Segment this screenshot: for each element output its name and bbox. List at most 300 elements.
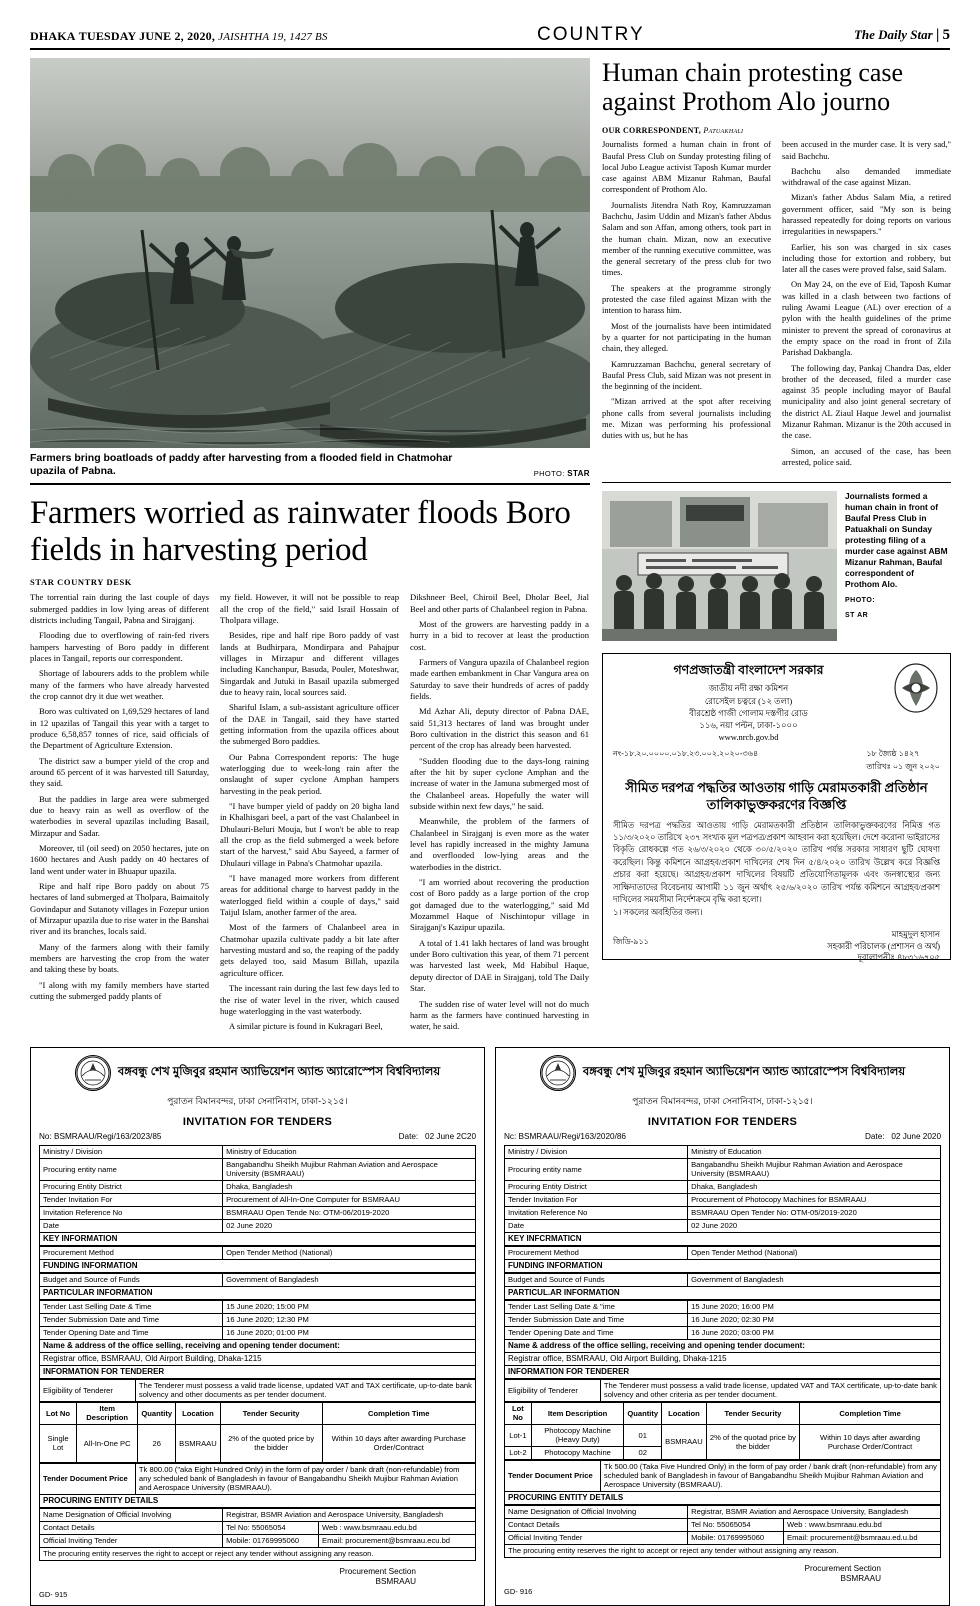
- notice-header-text: [613, 662, 884, 744]
- paragraph: The sudden rise of water level will not do much harm as the farmers have continued harvesting in water, he said.: [410, 998, 589, 1032]
- lead-body-col1: [30, 592, 209, 1036]
- row-value: 16 June 2020; 03:00 PM: [688, 1326, 941, 1339]
- paragraph: The district saw a bumper yield of the crop and around 65 percent of it was harvested till Saturday, they said.: [30, 755, 209, 789]
- row-label: Procurement Method: [505, 1246, 688, 1259]
- row-value: Open Tender Method (National): [223, 1246, 476, 1259]
- row-label: Tender Submission Date and Time: [505, 1313, 688, 1326]
- row-value-b[interactable]: Web : www.bsmraau.edu.bd: [319, 1521, 476, 1534]
- lead-photo-credit-value: STAR: [567, 469, 590, 479]
- government-notice: [602, 653, 951, 963]
- table-header-row: [40, 1402, 476, 1424]
- section-title: COUNTRY: [537, 24, 645, 45]
- paragraph: been accused in the murder case. It is very sad," said Bachchu.: [782, 139, 951, 161]
- row-label: Invitation Reference No: [40, 1206, 223, 1219]
- lead-photo-caption: Farmers bring boatloads of paddy after harvesting from a flooded field in Chatmohar upazila of Pabna.: [30, 452, 453, 478]
- logo-svg: [76, 1056, 110, 1090]
- masthead-left: [30, 29, 328, 44]
- row-label: Procurement Method: [40, 1246, 223, 1259]
- table-row: [40, 1158, 476, 1180]
- paragraph: Most of the farmers of Chalanbeel area in Chatmohar upazila cultivate paddy a bit late after harvesting mustard and so, the reaping of the paddy gets delayed too, said Masum Billah, upazila agriculture officer.: [220, 922, 399, 978]
- tender1-university-name: বঙ্গবন্ধু শেখ মুজিবুর রহমান অ্যাভিয়েশন অ্যান্ড অ্যারোস্পেস বিশ্ববিদ্যালয়: [117, 1065, 441, 1078]
- page-content: [0, 50, 980, 1037]
- tender1-key-table: [39, 1246, 476, 1260]
- tender2-section-entity: PROCURING ENTITY DETAILS: [504, 1492, 941, 1505]
- tender2-signature: [504, 1564, 941, 1585]
- row-label: Date: [505, 1219, 688, 1232]
- table-row: [40, 1424, 476, 1462]
- table-row: [40, 1145, 476, 1158]
- tender2-section-key: KEY INFCRMATICN: [504, 1233, 941, 1246]
- table-row: [40, 1326, 476, 1339]
- notice-date-bn1: ১৮ জ্যৈষ্ঠ ১৪২৭: [866, 748, 920, 758]
- government-emblem-icon: [892, 662, 940, 714]
- table-row: [505, 1544, 941, 1557]
- notice-dates: [866, 748, 940, 774]
- table-row: [40, 1534, 476, 1547]
- tender2-key-table: [504, 1246, 941, 1260]
- row-value: Dhaka, Bangladesh: [223, 1180, 476, 1193]
- lead-photo-image: [30, 58, 590, 448]
- table-row: [40, 1246, 476, 1259]
- lot-no: Lot-1: [505, 1424, 532, 1446]
- row-value-a: Mobile: 01769995060: [223, 1534, 319, 1547]
- paragraph: Farmers of Vangura upazila of Chalanbeel region made earthen embankment in Char Vangura area on Saturday to save their hundreds of acres of paddy fields.: [410, 656, 589, 701]
- row-label: Official Inviting Tender: [40, 1534, 223, 1547]
- paragraph: Shariful Islam, a sub-assistant agriculture officer of the DAE in Tangail, said they have started getting information from the upazila offices about the submerged Boro paddies.: [220, 702, 399, 747]
- tender2-section-funding: FUNDING INFORMATION: [504, 1260, 941, 1273]
- lot-no: Single Lot: [40, 1424, 77, 1462]
- row-label: Name Designation of Official Involving: [40, 1508, 223, 1521]
- col-header: Location: [176, 1402, 221, 1424]
- row-label: Tender Invitation For: [505, 1193, 688, 1206]
- table-row: [505, 1206, 941, 1219]
- tender1-eligibility-table: [39, 1379, 476, 1402]
- paragraph: Most of the growers are harvesting paddy in a hurry in a bid to recover at least the production cost.: [410, 618, 589, 652]
- row-label: Invitation Reference No: [505, 1206, 688, 1219]
- table-row: [40, 1219, 476, 1232]
- table-row: [40, 1180, 476, 1193]
- table-row: [505, 1180, 941, 1193]
- masthead: [0, 0, 980, 48]
- row-label: Tender Last Selling Date & Time: [40, 1300, 223, 1313]
- table-row: [40, 1547, 476, 1560]
- paragraph: A total of 1.41 lakh hectares of land was brought under Boro cultivation this year, of them 71 percent was harvested last week, Md Habibul Haque, deputy director of DAE in Sirajganj, told The Daily Star.: [410, 937, 589, 994]
- row-value-a: Mobile: 01769995060: [688, 1531, 784, 1544]
- tender2-entity-table: [504, 1505, 941, 1558]
- table-row: [40, 1463, 476, 1494]
- row-value: 02 June 2020: [688, 1219, 941, 1232]
- paragraph: Ripe and half ripe Boro paddy on about 75 hectares of land submerged at Tholpara, Baimaitoly Govindapur and Sutanoty villages in Fozepur union of Mirzapur upazila due to rise water in the Banshai river and its branches, locals said.: [30, 881, 209, 937]
- paragraph: Mizan's father Abdus Salam Mia, a retired government officer, said "My son is being harassed repeatedly for doing reports on various irregularities in newspapers.": [782, 192, 951, 237]
- tender1-date-label: Date:: [398, 1131, 419, 1141]
- tender1-header: [39, 1055, 476, 1091]
- row-value: Procurement of Photocopy Machines for BSMRAAU: [688, 1193, 941, 1206]
- table-row: [505, 1219, 941, 1232]
- row-label: Procuring entity name: [40, 1158, 223, 1180]
- right-photo-row: [602, 482, 951, 641]
- col-header: Quantity: [138, 1402, 176, 1424]
- notice-sign-phone: দূরালাপনীঃ ৪৮৩১৬৭০৫: [857, 953, 940, 963]
- row-value: 16 June 2020; 01:00 PM: [223, 1326, 476, 1339]
- right-byline-place: Patuakhali: [703, 126, 744, 136]
- paragraph: On May 24, on the eve of Eid, Taposh Kumar was killed in a clash between two factions of ruling Awami League (AL) over erection of a pylon with the health guidelines of the prime minister to prevent the spread of coronavirus at the empty space on the road in front of Zila Parishad Dakbangla.: [782, 279, 951, 358]
- table-row: [505, 1424, 941, 1446]
- table-row: [505, 1326, 941, 1339]
- notice-gov-title: গণপ্রজাতন্ত্রী বাংলাদেশ সরকার: [673, 663, 824, 678]
- tender1-section-entity: PROCURING ENTITY DETAILS: [39, 1495, 476, 1508]
- tender1-section-info: INFORMATION FOR TENDERER: [39, 1366, 476, 1379]
- paragraph: "I am worried about recovering the production cost of Boro paddy as a large portion of the crop got damaged due to the waterlogging," said Md Mozammel Haque of Nischintopur village in Sirajganj's Kazipur upazila.: [410, 877, 589, 933]
- row-label: Official Inviting Tender: [505, 1531, 688, 1544]
- col-header: Tender Security: [706, 1402, 799, 1424]
- table-row: [505, 1246, 941, 1259]
- row-value: 02 June 2020: [223, 1219, 476, 1232]
- paragraph: Our Pabna Correspondent reports: The huge waterlogging due to week-long rain after the onslaught of super cyclone Amphan hampers harvesting in the peak period.: [220, 751, 399, 796]
- tender1-gd: GD- 915: [39, 1589, 68, 1599]
- masthead-city: DHAKA: [30, 29, 76, 43]
- right-photo-caption-box: [845, 491, 950, 641]
- row-value: Open Tender Method (National): [688, 1246, 941, 1259]
- paragraph: A similar picture is found in Kukragari Beel,: [229, 1021, 383, 1032]
- col-header: Quantity: [624, 1402, 662, 1424]
- masthead-date: TUESDAY JUNE 2, 2020,: [78, 29, 216, 43]
- col-header: Item Description: [77, 1402, 138, 1424]
- paragraph: "I have managed more workers from different areas for additional charge to harvest paddy in the waterlogged field within a couple of days," said Taijul Islam, another farmer of the area.: [220, 873, 399, 918]
- row-value: Tk 800.00 ("aka Eight Hundred Only) in the form of pay order / bank draft (non-refundable) from any scheduled bank of Bangladesh in favour of Bangabandhu Sheikh Mujibur Rahman Aviation and Aerospace University (BSMRAAU).: [135, 1463, 475, 1494]
- row-label: Budget and Source of Funds: [505, 1273, 688, 1286]
- tender2-no: Nc: BSMRAAU/Regi/163/2020/86: [504, 1131, 626, 1141]
- tender-ads: [0, 1037, 980, 1606]
- table-row: [40, 1379, 476, 1401]
- tender2-office-note-2: Registrar office, BSMRAAU, Old Airport Building, Dhaka-1215: [504, 1353, 941, 1366]
- row-label: Contact Details: [505, 1518, 688, 1531]
- row-label: Date: [40, 1219, 223, 1232]
- lead-photo-credit-label: PHOTO:: [533, 469, 565, 479]
- row-value: 16 June 2020; 02:30 PM: [688, 1313, 941, 1326]
- row-value: 15 June 2020; 15:00 PM: [223, 1300, 476, 1313]
- notice-memo-no: নং-১৮.২০.০০০০.০১৮.২৩.০০২.২০২০-৩৬৪: [613, 748, 759, 758]
- row-label: Contact Details: [40, 1521, 223, 1534]
- right-column: [602, 58, 951, 1037]
- tender2-sign-line2: BSMRAAU: [840, 1574, 881, 1584]
- paragraph: The speakers at the programme strongly protested the case filed against Mizan with the intention to harass him.: [602, 282, 771, 316]
- row-value: Ministry of Education: [223, 1145, 476, 1158]
- paragraph: Dikshneer Beel, Chiroil Beel, Dholar Beel, Jial Beel and other parts of Chalanbeel region in Pabna.: [410, 592, 589, 614]
- paragraph: Moreover, til (oil seed) on 2050 hectares, jute on 1600 hectares and Aush paddy on 40 hectares of land went under water in Bhuapur upazila.: [30, 843, 209, 876]
- university-logo-icon: [540, 1055, 576, 1091]
- paragraph: Earlier, his son was charged in six cases including those for extortion and robbery, but later all the cases were proved false, said Salam.: [782, 241, 951, 275]
- paragraph: The torrential rain during the last couple of days submerged paddies in low lying areas of different districts including Tangail, Pabna and Sirajganj.: [30, 592, 209, 625]
- notice-body-2: ১। সকলের অবহিতির জন্য।: [613, 907, 703, 917]
- col-header: Lot No: [40, 1402, 77, 1424]
- row-label: Tender Submission Date and Time: [40, 1313, 223, 1326]
- table-row: [505, 1193, 941, 1206]
- tender1-ref-row: [39, 1132, 476, 1141]
- tender2-gd: GD- 916: [504, 1586, 533, 1596]
- paragraph: The incessant rain during the last few days led to the rise of water level in the river, which caused huge waterlogging in the vast waterbody.: [220, 983, 399, 1016]
- lot-completion: Within 10 days after awarding Purchase Order/Contract: [322, 1424, 475, 1462]
- lead-body-col3: [410, 592, 589, 1036]
- paragraph: Most of the journalists have been intimidated by a quarter for not participating in the human chain, they alleged.: [602, 320, 771, 354]
- tender2-doc-price-table: [504, 1460, 941, 1492]
- lot-qty: 26: [138, 1424, 176, 1462]
- paragraph: Shortage of labourers adds to the problem while many of the farmers who have already harvested the crop cannot dry it due wet weather.: [30, 668, 209, 701]
- lot-security: 2% of the quoted price by the bidder: [220, 1424, 322, 1462]
- notice-meta: [613, 748, 940, 774]
- tender1-office-note-2: Registrar office, BSMRAAU, Old Airport Building, Dhaka-1215: [39, 1353, 476, 1366]
- col-header: Completion Time: [800, 1402, 941, 1424]
- table-row: [505, 1518, 941, 1531]
- paragraph: Many of the farmers along with their family members are harvesting the crop from the water and taking these by boats.: [30, 941, 209, 975]
- row-label: Tender Document Price: [40, 1463, 136, 1494]
- notice-line2: রোসেইল চত্বরে (১২ তলা): [704, 695, 793, 706]
- row-label: Procuring entity name: [505, 1158, 688, 1180]
- right-body-col2: [782, 139, 951, 472]
- col-header: Completion Time: [322, 1402, 475, 1424]
- tender2-date-label: Date:: [864, 1131, 885, 1141]
- row-value: Bangabandhu Sheikh Mujibur Rahman Aviation and Aerospace University (BSMRAAU): [223, 1158, 476, 1180]
- notice-line1: জাতীয় নদী রক্ষা কমিশন: [708, 683, 789, 694]
- lead-headline: Farmers worried as rainwater floods Boro fields in harvesting period: [30, 495, 571, 569]
- notice-line3: বীরশ্রেষ্ঠ গাজী গোলাম দস্তগীর রোড: [689, 707, 808, 718]
- right-photo-caption: Journalists formed a human chain in front of Baufal Press Club in Patuakhali on Sunday protesting filing of a murder case against ABM Mizanur Rahman, Baufal correspondent of Prothom Alo.: [845, 491, 948, 589]
- tender1-main-table: [39, 1145, 476, 1233]
- tender2-ref-row: [504, 1132, 941, 1141]
- tender2-particular-table: [504, 1300, 941, 1340]
- row-label: Tender Opening Date and Time: [505, 1326, 688, 1339]
- tender2-address: পুরাতন বিমানবন্দর, ঢাকা সেনানিবাস, ঢাকা-১২১৫।: [632, 1095, 813, 1106]
- right-photo-credit: ST AR: [845, 611, 869, 619]
- lot-location: BSMRAAU: [662, 1424, 707, 1459]
- lead-photo-caption-row: [30, 448, 590, 485]
- row-label: Tender Opening Date and Time: [40, 1326, 223, 1339]
- lot-item: Photocopy Machine (Heavy Duty): [531, 1424, 624, 1446]
- col-header: Item Description: [531, 1402, 624, 1424]
- table-row: [40, 1313, 476, 1326]
- right-body-col1: [602, 139, 771, 472]
- row-value: Ministry of Education: [688, 1145, 941, 1158]
- row-label: Ministry / Division: [505, 1145, 688, 1158]
- row-value: Dhaka, Bangladesh: [688, 1180, 941, 1193]
- page-separator: |: [935, 27, 940, 43]
- left-column: [30, 58, 590, 1037]
- row-label: Procuring Entity District: [505, 1180, 688, 1193]
- notice-line4: ১১৬, নয়া পল্টন, ঢাকা-১০০০: [699, 720, 798, 731]
- tender1-no: No: BSMRAAU/Regi/163/2023/85: [39, 1131, 162, 1141]
- row-value-b[interactable]: Web : www.bsmraau.edu.bd: [784, 1518, 941, 1531]
- tender2-date: [865, 1132, 941, 1141]
- tender2-sign-line1: Procurement Section: [804, 1563, 881, 1573]
- right-byline-label: OUR CORRESPONDENT,: [602, 126, 702, 136]
- lot-completion: Within 10 days after awarding Purchase Order/Contract: [800, 1424, 941, 1459]
- row-value: 15 June 2020; 16:00 PM: [688, 1300, 941, 1313]
- row-label: Tender Document Price: [505, 1460, 601, 1491]
- paper-name: The Daily Star: [853, 27, 933, 42]
- col-header: Lot No: [505, 1402, 532, 1424]
- lot-location: BSMRAAU: [176, 1424, 221, 1462]
- lead-body: [30, 592, 590, 1036]
- table-row: [505, 1379, 941, 1401]
- notice-title: সীমিত দরপত্র পদ্ধতির আওতায় গাড়ি মেরামতকারী প্রতিষ্ঠান তালিকাভুক্তকরণের বিজ্ঞপ্তি: [625, 779, 928, 812]
- paragraph: "I along with my family members have started cutting the submerged paddy plants of: [30, 979, 209, 1002]
- paragraph: Meanwhile, the problem of the farmers of Chalanbeel in Sirajganj is even more as the water level has rapidly increased in the mighty Jamuna and overflooded low-lying areas and the waterbodies in the district.: [410, 816, 589, 872]
- row-value-b[interactable]: Email: procurement@bsmraau.ed.u.bd: [784, 1531, 941, 1544]
- paragraph: Journalists formed a human chain in front of Baufal Press Club on Sunday protesting filing of local Jubo League activist Taposh Kumar murder case against ABM Mizanur Rahman, Baufal correspondent of Prothom Alo.: [602, 139, 771, 195]
- tender2-date-value: 02 June 2020: [891, 1131, 941, 1141]
- row-label: Eligibility of Tenderer: [505, 1379, 601, 1401]
- lead-photo-credit: [534, 469, 590, 478]
- tender1-date: [399, 1132, 476, 1141]
- footer-note: The procuring entity reserves the right to accept or reject any tender without assigning any reason.: [505, 1544, 941, 1557]
- table-row: [40, 1273, 476, 1286]
- row-value: Registrar, BSMR Aviation and Aerospace University, Bangladesh: [223, 1508, 476, 1521]
- paragraph: Bachchu also demanded immediate withdrawal of the case against Mizan.: [782, 165, 951, 188]
- row-value: BSMRAAU Open Tende No: OTM-06/2019-2020: [223, 1206, 476, 1219]
- row-label: Procuring Entity District: [40, 1180, 223, 1193]
- paragraph: Besides, ripe and half ripe Boro paddy of vast lands at Budhirpara, Mondirpara and Pahajpur villages in Mirzapur and different villages including Kanchanpur, Basuda, Pouler, Moteshwar, Singardak and Jutuki in Basail upazila submerged due to heavy rain, local sources said.: [220, 630, 399, 697]
- tender2-section-particular: PARTICUL.AR INFORMATION: [504, 1287, 941, 1300]
- masthead-right: [854, 27, 950, 44]
- notice-date-bn2: ০১ জুন ২০২০: [892, 761, 940, 771]
- table-row: [505, 1460, 941, 1491]
- row-value: Government of Bangladesh: [223, 1273, 476, 1286]
- notice-header: [613, 662, 940, 744]
- row-value: The Tenderer must possess a valid trade license, updated VAT and TAX certificate, up-to-date bank solvency and other criteria as per tender document.: [600, 1379, 940, 1401]
- col-header: Location: [662, 1402, 707, 1424]
- notice-sign-title: সহকারী পরিচালক (প্রশাসন ও অর্থ): [827, 941, 940, 951]
- right-byline: [602, 126, 951, 135]
- tender1-entity-table: [39, 1508, 476, 1561]
- table-row: [505, 1505, 941, 1518]
- lot-item: All-In-One PC: [77, 1424, 138, 1462]
- row-label: Tender Last Selling Date & "ime: [505, 1300, 688, 1313]
- tender2-header: [504, 1055, 941, 1091]
- row-value: Tk 500.00 (Taka Five Hundred Only) in the form of pay order / bank draft (non-refundable) from any scheduled bank of Bangladesh in favour of Bangabandhu Sheikh Mujibur Rahman Aviation and Aerospace University (BSMRAAU).: [600, 1460, 940, 1491]
- lead-photo: [30, 58, 590, 448]
- tender1-section-particular: PARTICULAR INFORMATION: [39, 1287, 476, 1300]
- right-headline: Human chain protesting case against Prothom Alo journo: [602, 58, 904, 117]
- row-value: Registrar, BSMR Aviation and Aerospace University, Bangladesh: [688, 1505, 941, 1518]
- tender2-lot-table: [504, 1402, 941, 1460]
- notice-date-label: তারিখঃ: [866, 761, 891, 771]
- lot-item: Photocopy Machine: [531, 1446, 624, 1459]
- tender1-sign-line1: Procurement Section: [339, 1566, 416, 1576]
- masthead-bengali-date: JAISHTHA 19, 1427 BS: [218, 31, 328, 43]
- table-row: [40, 1300, 476, 1313]
- row-value-b[interactable]: Email: procurement@bsmraau.ecu.bd: [319, 1534, 476, 1547]
- notice-gd: জিডি-৯১১: [613, 936, 649, 946]
- notice-body: সীমিত দরপত্র পদ্ধতির আওতায় গাড়ি মেরামতকারী প্রতিষ্ঠান তালিকাভুক্তকরণের নিমিত্ত গত ১১/৩/২০২০ তারিখে ২৩৭ সংখ্যক মূল পত্রপত্র/প্রকাশ আহবান করা হয়েছিল। দেশে করোনা ভাইরাসের বিকৃতি রোধকল্পে গত ২৬/৩/২০২০ থেকে ৩০/৫/২০২০ তারিখ পর্যন্ত সরকার সাধারণ ছুটি ঘোষণা করেছিল। কিন্তু কমিশনে আগ্রহব/প্রকাশ দাখিলের শেষ দিন ৫/৪/২০২০ তারিখ উল্লেখ করে বিজ্ঞপ্তি প্রচার করা হয়েছে। আগ্রহব/প্রকাশ দাখিলের বিষয়টি প্রতিযোগিতামূলক এবং জনস্বাস্থ্যের জন্য সাক্ষিদাতাদের বিবেচনায় আগামী ১১ জুন অর্থাৎ ২৫/৬/২০২০ তারিখ পর্যন্ত কমিশনে আগ্রহব/প্রকাশ দাখিলের সময়সীমা নির্দেশক্রমে বৃদ্ধি করা হলো।: [613, 820, 940, 905]
- tender2-office-note-1: Name & address of the office selling, receiving and opening tender document:: [504, 1340, 941, 1353]
- tender1-date-value: 02 June 2C20: [425, 1131, 476, 1141]
- row-value-a: Tel No: 55065054: [688, 1518, 784, 1531]
- paragraph: The following day, Pankaj Chandra Das, elder brother of the deceased, filed a murder case against 35 people including mayor of Baufal municipality and also joint general secretary of the district AL Ziaul Haque Jewel and journalist Mizanur Rahman. Mizanur is the 20th accused in the case.: [782, 362, 951, 441]
- paragraph: Kamruzzaman Bachchu, general secretary of Baufal Press Club, said Mizan was not present in the beginning of the incident.: [602, 358, 771, 392]
- tender1-title: INVITATION FOR TENDERS: [182, 1115, 333, 1128]
- tender1-section-key: KEY INFORMATION: [39, 1233, 476, 1246]
- right-photo-image: [602, 491, 837, 641]
- logo-svg: [541, 1056, 575, 1090]
- paragraph: But the paddies in large area were submerged due to heavy rain as well as overflow of the waterbodies in several upazilas including Basail, Mirzapur and Sadar.: [30, 793, 209, 838]
- paragraph: Simon, an accused of the case, has been arrested, police said.: [782, 445, 951, 467]
- tender1-sign-line2: BSMRAAU: [375, 1577, 416, 1587]
- row-value-a: Tel No: 55065054: [223, 1521, 319, 1534]
- row-value: BSMRAAU Open Tender No: OTM-05/2019-2020: [688, 1206, 941, 1219]
- tender2-title: INVITATION FOR TENDERS: [647, 1115, 798, 1128]
- row-label: Budget and Source of Funds: [40, 1273, 223, 1286]
- table-header-row: [505, 1402, 941, 1424]
- row-label: Name Designation of Official Involving: [505, 1505, 688, 1518]
- table-row: [505, 1313, 941, 1326]
- paragraph: "Mizan arrived at the spot after receiving phone calls from several journalists including me. Mizan was performing his professional duties with us, but he has: [602, 396, 771, 441]
- paragraph: Md Azhar Ali, deputy director of Pabna DAE, said 51,313 hectares of land was brought under Boro cultivation in the district this season and 61 percent of the crop has already been harvested.: [410, 706, 589, 751]
- table-row: [40, 1206, 476, 1219]
- tender1-signature: [39, 1567, 476, 1588]
- lead-body-col2: [220, 592, 399, 1036]
- emblem-svg: [892, 662, 940, 714]
- tender1-address: পুরাতন বিমানবন্দর, ঢাকা সেনানিবাস, ঢাকা-১২১৫।: [167, 1095, 348, 1106]
- lot-qty: 01: [624, 1424, 662, 1446]
- tender1-lot-table: [39, 1402, 476, 1463]
- paragraph: Flooding due to overflowing of rain-fed rivers hampers harvesting of Boro paddy in different places in Tangail, reports our correspondent.: [30, 630, 209, 663]
- table-row: [505, 1531, 941, 1544]
- tender2-eligibility-table: [504, 1379, 941, 1402]
- page-number: 5: [942, 27, 950, 43]
- row-label: Eligibility of Tenderer: [40, 1379, 136, 1401]
- tender-ad-1: [30, 1047, 485, 1606]
- lot-security: 2% of the quotad price by the bidder: [706, 1424, 799, 1459]
- tender1-funding-table: [39, 1273, 476, 1287]
- row-value: Bangabandhu Sheikh Mujibur Rahman Aviation and Aerospace University (BSMRAAU): [688, 1158, 941, 1180]
- tender2-section-info: INFORMATION FOR TENDERER: [504, 1366, 941, 1379]
- tender2-funding-table: [504, 1273, 941, 1287]
- table-row: [505, 1300, 941, 1313]
- tender1-particular-table: [39, 1300, 476, 1340]
- tender1-office-note-1: Name & address of the office selling, receiving and opening tender document:: [39, 1340, 476, 1353]
- row-value: Government of Bangladesh: [688, 1273, 941, 1286]
- tender2-university-name: বঙ্গবন্ধু শেখ মুজিবুর রহমান অ্যাভিয়েশন অ্যান্ড অ্যারোস্পেস বিশ্ববিদ্যালয়: [582, 1065, 906, 1078]
- right-photo: [602, 491, 837, 641]
- tender1-section-funding: FUNDING INFORMATION: [39, 1260, 476, 1273]
- paragraph: "Sudden flooding due to the days-long raining after the hit by super cyclone Amphan and the increase of water in the Jamuna submerged most of the Chalanbeel areas. Hopefully the water will subside within next few days," he said.: [410, 755, 589, 811]
- row-value: The Tenderer must possess a valid trade license, updated VAT and TAX certificate, up-to-date bank solvency and other documents as per tender document.: [135, 1379, 475, 1401]
- university-logo-icon: [75, 1055, 111, 1091]
- footer-note: The procuring entity reserves the right to accept or reject any tender without assigning any reason.: [40, 1547, 476, 1560]
- table-row: [505, 1273, 941, 1286]
- table-row: [40, 1508, 476, 1521]
- table-row: [40, 1193, 476, 1206]
- tender-ad-2: [495, 1047, 950, 1606]
- tender2-main-table: [504, 1145, 941, 1233]
- table-row: [505, 1145, 941, 1158]
- paragraph: Journalists Jitendra Nath Roy, Kamruzzaman Bachchu, Jasim Uddin and Mizan's father Abdus Salam and son Affan, among others, took part in the human chain. Mizan, now an executive member of the running executive committee, was the general secretary of the press club for two times.: [602, 199, 771, 278]
- lot-qty: 02: [624, 1446, 662, 1459]
- notice-website[interactable]: www.nrcb.gov.bd: [718, 732, 779, 743]
- lot-no: Lot-2: [505, 1446, 532, 1459]
- lead-byline: STAR COUNTRY DESK: [30, 577, 132, 588]
- table-row: [40, 1521, 476, 1534]
- col-header: Tender Security: [220, 1402, 322, 1424]
- right-body: [602, 139, 951, 472]
- tender1-doc-price-table: [39, 1463, 476, 1495]
- paragraph: Boro was cultivated on 1,69,529 hectares of land in 12 upazilas of Tangail this year with a target to produce 6,58,857 tonnes of rice, said officials of the Department of Agriculture Extension.: [30, 706, 209, 751]
- row-value: 16 June 2020; 12:30 PM: [223, 1313, 476, 1326]
- right-photo-credit-label: PHOTO:: [845, 596, 876, 604]
- paragraph: "I have bumper yield of paddy on 20 bigha land in Khalhisgari beel, a part of the vast Chalanbeel in Dhulauri-Beluri Mouja, but I won't be able to reap all the crop as the field submerged a week before start of the harvest," said Abu Sayeed, a farmer of Dhulauri village in Pabna's Chatmohar upazila.: [220, 801, 399, 868]
- table-row: [505, 1158, 941, 1180]
- paragraph: my field. However, it will not be possible to reap all the crop of the field," said Israil Hossain of Tholpara village.: [220, 592, 399, 625]
- row-label: Tender Invitation For: [40, 1193, 223, 1206]
